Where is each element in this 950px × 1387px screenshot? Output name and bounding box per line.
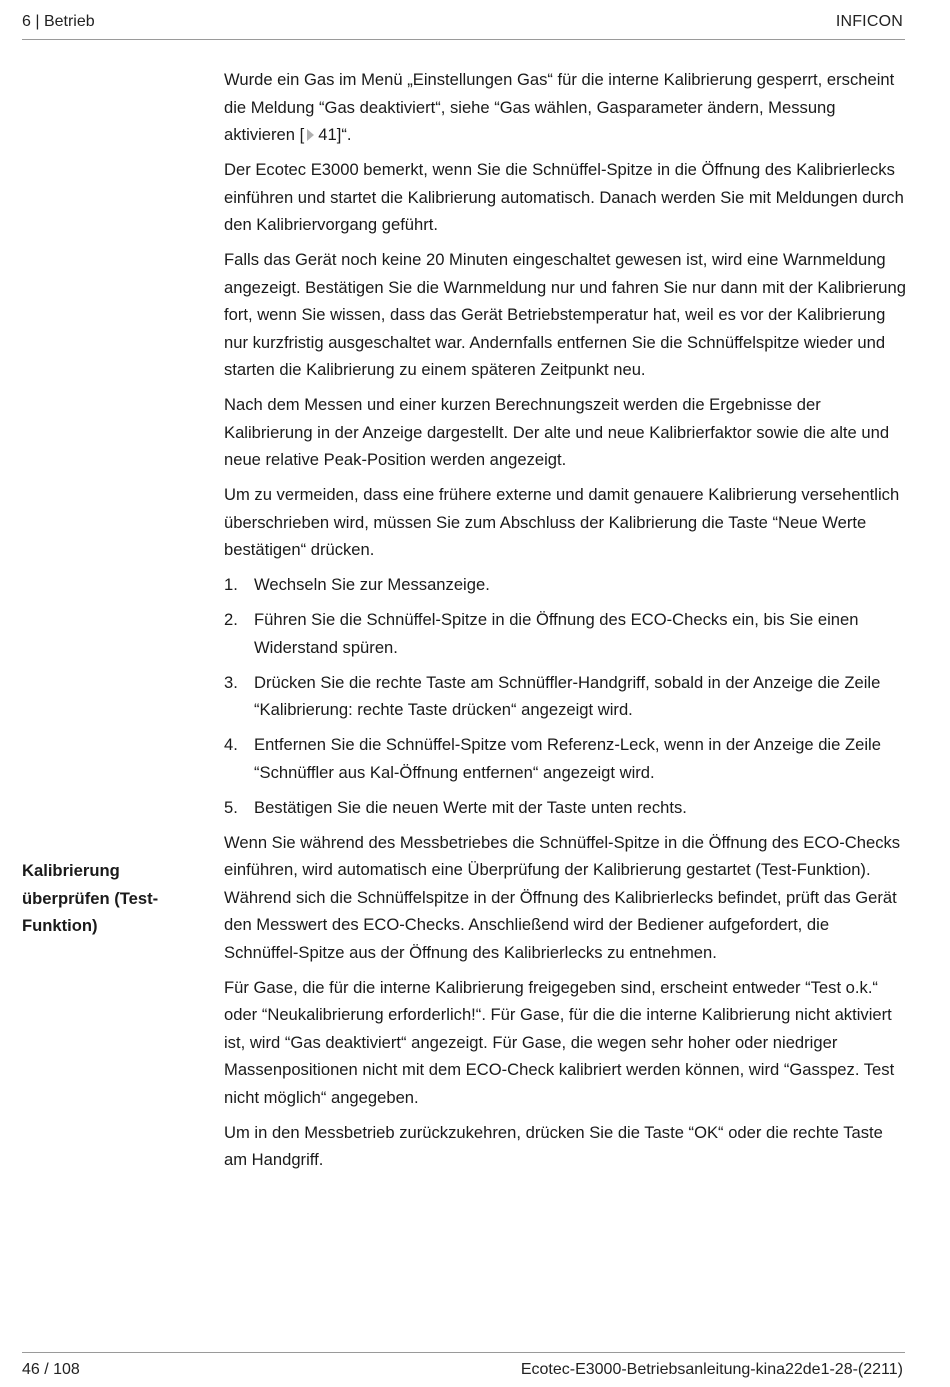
paragraph-auto-calibration: Der Ecotec E3000 bemerkt, wenn Sie die Schnüffel-Spitze in die Öffnung des Kalibrierlecks einführen und startet die Kalibrierung automatisch. Danach werden Sie mit Meldungen durch den Kalibriervorgang geführt. bbox=[224, 160, 904, 234]
paragraph-text: ]“. bbox=[336, 125, 352, 144]
step-number: 4. bbox=[224, 735, 238, 754]
list-item bbox=[224, 794, 908, 822]
paragraph-warmup-warning: Falls das Gerät noch keine 20 Minuten eingeschaltet gewesen ist, wird eine Warnmeldung angezeigt. Bestätigen Sie die Warnmeldung nur und fahren Sie nur dann mit der Kalibrierung fort, wenn Sie wissen, dass das Gerät Betriebstemperatur hat, weil es vor der Kalibrierung nur kurzfristig ausgeschaltet war. Andernfalls entfernen Sie die Schnüffelspitze wieder und starten die Kalibrierung zu einem späteren Zeitpunkt neu. bbox=[224, 250, 906, 379]
page-reference-link[interactable]: 41 bbox=[318, 125, 337, 144]
step-number: 1. bbox=[224, 575, 238, 594]
cross-reference-arrow-icon bbox=[307, 129, 314, 141]
step-text: Wechseln Sie zur Messanzeige. bbox=[254, 575, 490, 594]
header-brand: INFICON bbox=[835, 13, 903, 30]
step-text: Führen Sie die Schnüffel-Spitze in die Öffnung des ECO-Checks ein, bis Sie einen Widerstand spüren. bbox=[254, 610, 859, 657]
list-item bbox=[224, 571, 908, 599]
document-id: Ecotec-E3000-Betriebsanleitung-kina22de1-28-(2211) bbox=[520, 1361, 903, 1378]
calibration-steps-list bbox=[224, 571, 908, 821]
paragraph-test-messages: Für Gase, die für die interne Kalibrierung freigegeben sind, erscheint entweder “Test o.k.“ oder “Neukalibrierung erforderlich!“. Für Gase, für die die interne Kalibrierung nicht aktiviert ist, wird “Gas deaktiviert“ angezeigt. Für Gase, die wegen sehr hoher oder niedriger Massenpositionen nicht mit dem ECO-Check kalibriert werden können, wird “Gasspez. Test nicht möglich“ angegeben. bbox=[224, 977, 895, 1107]
list-item bbox=[224, 606, 908, 661]
step-number: 2. bbox=[224, 610, 238, 629]
section-side-heading: Kalibrierung überprüfen (Test-Funktion) bbox=[22, 861, 159, 935]
step-number: 3. bbox=[224, 672, 238, 692]
paragraph-confirm-values: Um zu vermeiden, dass eine frühere externe und damit genauere Kalibrierung versehentlich überschrieben wird, müssen Sie zum Abschluss der Kalibrierung die Taste “Neue Werte bestätigen“ drücken. bbox=[224, 485, 900, 559]
list-item bbox=[224, 731, 908, 786]
step-text: Entfernen Sie die Schnüffel-Spitze vom Referenz-Leck, wenn in der Anzeige die Zeile “Schnüffler aus Kal-Öffnung entfernen“ angezeigt wird. bbox=[254, 735, 881, 782]
page-number: 46 / 108 bbox=[22, 1361, 80, 1378]
paragraph-test-function: Wenn Sie während des Messbetriebes die Schnüffel-Spitze in die Öffnung des ECO-Checks einführen, wird automatisch eine Überprüfung der Kalibrierung gestartet (Test-Funktion). Während sich die Schnüffelspitze in der Öffnung des Kalibrierlecks befindet, prüft das Gerät den Messwert des ECO-Checks. Anschließend wird der Bediener aufgefordert, die Schnüffel-Spitze aus der Öffnung des Kalibrierlecks zu entnehmen. bbox=[224, 832, 901, 962]
step-number: 5. bbox=[224, 797, 238, 817]
page-footer bbox=[22, 1352, 905, 1382]
page-header bbox=[22, 10, 905, 40]
list-item bbox=[224, 669, 908, 724]
header-section-label: 6 | Betrieb bbox=[22, 13, 95, 30]
main-content bbox=[224, 66, 908, 1181]
step-text: Bestätigen Sie die neuen Werte mit der Taste unten rechts. bbox=[254, 797, 687, 817]
step-text: Drücken Sie die rechte Taste am Schnüffler-Handgriff, sobald in der Anzeige die Zeile “Kalibrierung: rechte Taste drücken“ angezeigt wird. bbox=[254, 672, 881, 719]
paragraph-gas-disabled bbox=[224, 66, 908, 149]
paragraph-return-measurement: Um in den Messbetrieb zurückzukehren, drücken Sie die Taste “OK“ oder die rechte Taste am Handgriff. bbox=[224, 1122, 883, 1169]
paragraph-results: Nach dem Messen und einer kurzen Berechnungszeit werden die Ergebnisse der Kalibrierung in der Anzeige dargestellt. Der alte und neue Kalibrierfaktor sowie die alte und neue relative Peak-Position werden angezeigt. bbox=[224, 395, 890, 469]
paragraph-text: Wurde ein Gas im Menü „Einstellungen Gas“ für die interne Kalibrierung gesperrt, erscheint die Meldung “Gas deaktiviert“, siehe “Gas wählen, Gasparameter ändern, Messung aktivieren [ bbox=[224, 70, 895, 144]
